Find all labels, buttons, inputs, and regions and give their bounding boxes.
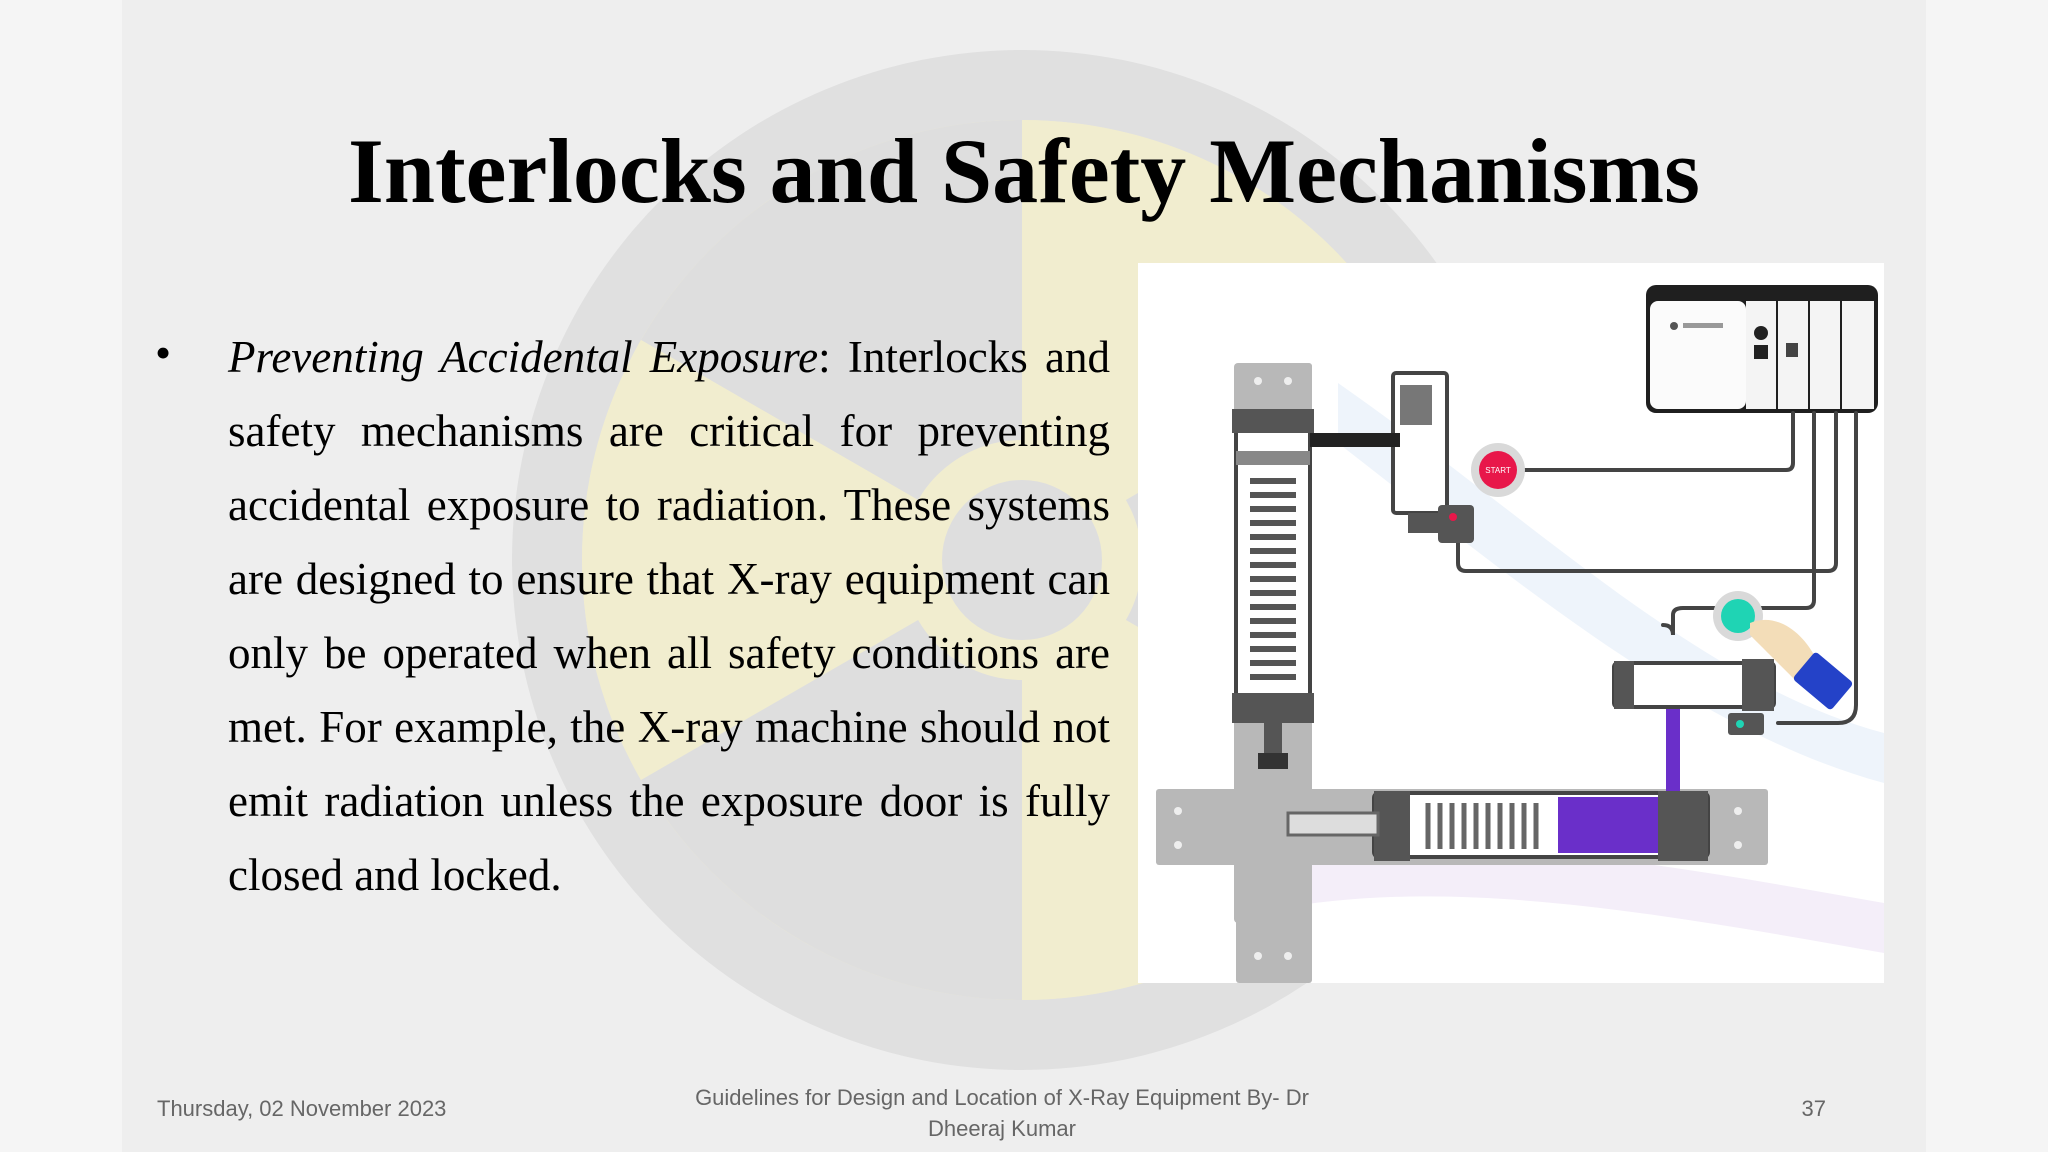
slide-title: Interlocks and Safety Mechanisms [348,120,1700,222]
plc-controller-icon [1646,285,1878,413]
interlock-diagram-figure [1138,263,1884,983]
limit-switch-icon [1310,373,1474,543]
left-margin [0,0,122,1152]
footer-title-line1: Guidelines for Design and Location of X-Ray Equipment By- Dr [695,1085,1309,1110]
bullet-lead: Preventing Accidental Exposure [228,332,819,382]
start-button-icon [1471,443,1525,497]
interlock-diagram-svg [1138,263,1884,983]
start-button-label: START [1485,466,1511,475]
right-margin [1926,0,2048,1152]
bullet-body: Interlocks and safety mechanisms are critical for preventing accidental exposure to radiation. These systems are designed to ensure that X-ray equipment can only be operated when all safety conditions are met. For example, the X-ray machine should not emit radiation unless the exposure door is fully closed and locked. [228,332,1110,900]
slide-number: 37 [1801,1096,1826,1121]
bullet-item [155,320,1207,912]
footer-title-line2: Dheeraj Kumar [928,1116,1076,1141]
footer-title [682,1082,1322,1144]
small-cylinder-icon [1614,659,1774,735]
bullet-separator: : [818,332,831,382]
bullet-paragraph [228,320,1110,912]
bullet-dot-icon: • [155,327,172,378]
slide [122,0,1926,1152]
footer-date: Thursday, 02 November 2023 [157,1096,447,1121]
